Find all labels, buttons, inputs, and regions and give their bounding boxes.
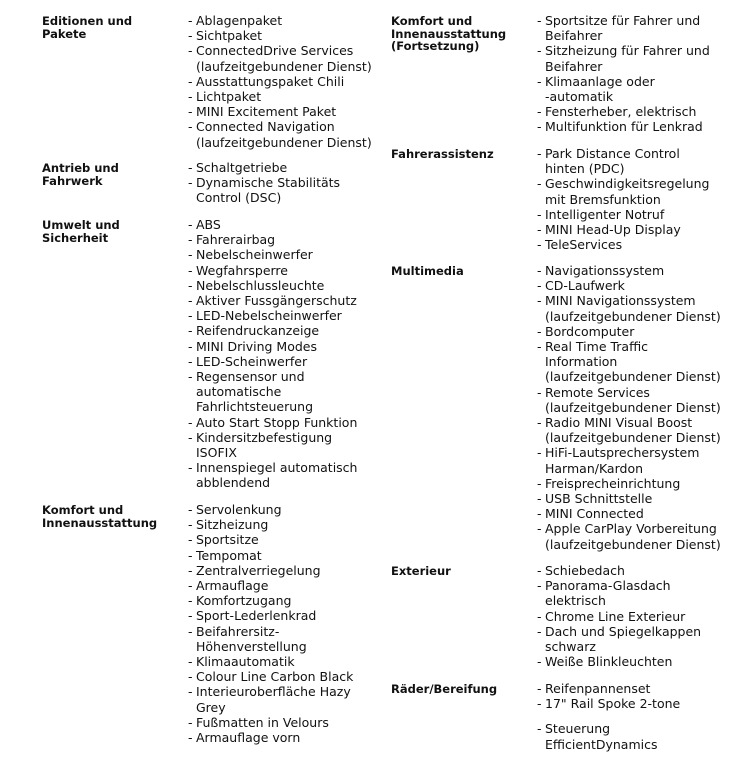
list-item bbox=[537, 445, 721, 475]
list-item bbox=[188, 232, 357, 247]
list-item-text: - 17" Rail Spoke 2-tone bbox=[545, 696, 681, 712]
list-item-text: - Dach und Spiegelkappen bbox=[545, 623, 702, 639]
list-item-text: Höhenverstellung bbox=[196, 638, 307, 654]
section-title-umwelt-und-left2: Umwelt und Sicherheit bbox=[42, 218, 120, 245]
list-item-text: - Beifahrersitz- bbox=[196, 623, 280, 639]
list-item bbox=[188, 684, 353, 714]
list-item-text: - Wegfahrsperre bbox=[196, 262, 288, 278]
list-item-text: -automatik bbox=[545, 89, 614, 105]
list-item bbox=[537, 491, 721, 506]
list-item bbox=[188, 308, 357, 323]
list-item-text: - Intelligenter Notruf bbox=[545, 206, 665, 222]
list-item-text: - ConnectedDrive Services bbox=[196, 43, 354, 59]
list-item-text: - Fahrerairbag bbox=[196, 232, 276, 248]
list-item bbox=[537, 506, 721, 521]
list-item-text: Grey bbox=[196, 699, 226, 715]
list-item-text: - Fußmatten in Velours bbox=[196, 714, 329, 730]
list-item bbox=[537, 476, 721, 491]
feature-list bbox=[188, 160, 340, 206]
list-item-text: - Interieuroberfläche Hazy bbox=[196, 684, 351, 700]
list-item-text: elektrisch bbox=[545, 593, 606, 609]
list-item-text: - Servolenkung bbox=[196, 502, 282, 517]
list-item-text: - MINI Excitement Paket bbox=[196, 104, 337, 120]
list-item bbox=[537, 119, 710, 134]
list-item-text: - Reifendruckanzeige bbox=[196, 323, 320, 339]
section-title-fahrerassistenz-right1: Fahrerassistenz bbox=[391, 147, 494, 161]
list-item bbox=[188, 730, 353, 745]
list-item-text: - Ablagenpaket bbox=[196, 13, 283, 28]
list-item bbox=[537, 146, 709, 176]
list-item-text: - Colour Line Carbon Black bbox=[196, 669, 354, 685]
list-item-text: (laufzeitgebundener Dienst) bbox=[545, 399, 721, 415]
list-item bbox=[188, 578, 353, 593]
list-item-text: - Sportsitze für Fahrer und bbox=[545, 13, 701, 28]
list-item-text: - Sitzheizung bbox=[196, 517, 269, 533]
list-item bbox=[537, 13, 710, 43]
list-item-text: - Chrome Line Exterieur bbox=[545, 608, 686, 624]
list-item bbox=[188, 593, 353, 608]
list-item bbox=[537, 207, 709, 222]
list-item-text: Beifahrer bbox=[545, 58, 603, 74]
feature-list bbox=[537, 146, 709, 252]
list-item-text: - Schiebedach bbox=[545, 563, 625, 578]
list-item bbox=[537, 324, 721, 339]
list-item bbox=[537, 176, 709, 206]
list-item-text: - Klimaanlage oder bbox=[545, 73, 655, 89]
list-item-text: - Armauflage bbox=[196, 578, 269, 594]
list-item bbox=[188, 293, 357, 308]
list-item-text: - Reifenpannenset bbox=[545, 681, 651, 696]
list-item-text: schwarz bbox=[545, 639, 596, 655]
section-title-räder-bereifung-right4: Räder/Bereifung bbox=[391, 682, 498, 696]
section-title-antrieb-und-left1: Antrieb und Fahrwerk bbox=[42, 161, 119, 188]
list-item-text: - Park Distance Control bbox=[545, 146, 680, 161]
list-item-text: - CD-Laufwerk bbox=[545, 278, 625, 294]
list-item-text: - Fensterheber, elektrisch bbox=[545, 104, 697, 120]
section-title-komfort-und-left3: Komfort und Innenausstattung bbox=[42, 503, 158, 530]
list-item bbox=[188, 339, 357, 354]
list-item-text: EfficientDynamics bbox=[545, 736, 658, 752]
list-item bbox=[188, 323, 357, 338]
list-item bbox=[537, 293, 721, 323]
list-item-text: - Sichtpaket bbox=[196, 28, 263, 44]
list-item-text: - Lichtpaket bbox=[196, 89, 262, 105]
feature-list bbox=[188, 13, 372, 150]
list-item-text: - Panorama-Glasdach bbox=[545, 578, 671, 594]
list-item bbox=[188, 669, 353, 684]
list-item-text: - Regensensor und bbox=[196, 369, 305, 385]
list-item bbox=[537, 278, 721, 293]
list-item-text: - Multifunktion für Lenkrad bbox=[545, 119, 703, 135]
list-item-text: - MINI Driving Modes bbox=[196, 338, 317, 354]
list-item-text: (laufzeitgebundener Dienst) bbox=[545, 430, 721, 446]
list-item-text: - MINI Navigationssystem bbox=[545, 293, 696, 309]
list-item-text: Information bbox=[545, 354, 618, 370]
list-item-text: ISOFIX bbox=[196, 445, 237, 461]
list-item-text: (laufzeitgebundener Dienst) bbox=[545, 369, 721, 385]
list-item-text: - Armauflage vorn bbox=[196, 730, 301, 746]
list-item bbox=[537, 563, 701, 578]
list-item bbox=[188, 119, 372, 149]
list-item bbox=[537, 74, 710, 104]
list-item-text: - Nebelscheinwerfer bbox=[196, 247, 313, 263]
list-item-text: Beifahrer bbox=[545, 28, 603, 44]
feature-list bbox=[537, 563, 701, 669]
list-item-text: abblendend bbox=[196, 475, 271, 491]
list-item bbox=[188, 532, 353, 547]
list-item-text: - Remote Services bbox=[545, 384, 650, 400]
feature-list bbox=[537, 681, 680, 752]
list-item bbox=[188, 548, 353, 563]
list-item bbox=[188, 263, 357, 278]
section-title-multimedia-right2: Multimedia bbox=[391, 264, 464, 278]
section-title-exterieur-right3: Exterieur bbox=[391, 564, 451, 578]
list-item bbox=[537, 385, 721, 415]
list-item-text: - LED-Scheinwerfer bbox=[196, 353, 308, 369]
list-item bbox=[537, 104, 710, 119]
list-item-text: - Freisprecheinrichtung bbox=[545, 475, 681, 491]
list-item bbox=[188, 608, 353, 623]
list-item-text: - Klimaautomatik bbox=[196, 654, 295, 670]
list-item bbox=[537, 415, 721, 445]
list-item bbox=[188, 369, 357, 415]
list-item bbox=[188, 502, 353, 517]
list-item-text: Harman/Kardon bbox=[545, 460, 644, 476]
list-item bbox=[537, 237, 709, 252]
list-item-text: (laufzeitgebundener Dienst) bbox=[196, 134, 372, 150]
list-item bbox=[537, 521, 721, 551]
feature-list bbox=[537, 263, 721, 552]
list-item bbox=[537, 339, 721, 385]
section-title-komfort-und-right0: Komfort und Innenausstattung (Fortsetzung) bbox=[391, 14, 507, 53]
list-item-text: - Auto Start Stopp Funktion bbox=[196, 414, 358, 430]
list-item-text: - Dynamische Stabilitäts bbox=[196, 175, 341, 191]
list-item-text: - Radio MINI Visual Boost bbox=[545, 415, 693, 431]
list-item bbox=[188, 563, 353, 578]
list-item-text: - ABS bbox=[196, 217, 221, 232]
list-item bbox=[188, 430, 357, 460]
list-item-text: - Zentralverriegelung bbox=[196, 562, 321, 578]
list-item bbox=[188, 460, 357, 490]
list-item bbox=[188, 517, 353, 532]
list-item bbox=[537, 681, 680, 696]
list-item-text: automatische bbox=[196, 384, 282, 400]
list-item-text: (laufzeitgebundener Dienst) bbox=[196, 58, 372, 74]
list-item-text: - Aktiver Fussgängerschutz bbox=[196, 293, 357, 309]
list-item-text: - Nebelschlussleuchte bbox=[196, 277, 325, 293]
list-item bbox=[537, 654, 701, 669]
list-item bbox=[188, 74, 372, 89]
list-item bbox=[537, 609, 701, 624]
list-item-text: - MINI Head-Up Display bbox=[545, 222, 681, 238]
list-item-text: hinten (PDC) bbox=[545, 161, 625, 177]
list-item-text: - Schaltgetriebe bbox=[196, 160, 288, 175]
list-item-text: - Kindersitzbefestigung bbox=[196, 429, 333, 445]
list-item bbox=[537, 721, 680, 751]
section-title-editionen-und-left0: Editionen und Pakete bbox=[42, 14, 133, 41]
list-item-text: Fahrlichtsteuerung bbox=[196, 399, 314, 415]
list-item bbox=[537, 624, 701, 654]
list-item bbox=[188, 715, 353, 730]
list-item bbox=[188, 104, 372, 119]
list-item bbox=[537, 696, 680, 711]
list-item-text: - Sport-Lederlenkrad bbox=[196, 608, 317, 624]
list-item-text: - Sportsitze bbox=[196, 532, 259, 548]
list-item-text: - Sitzheizung für Fahrer und bbox=[545, 43, 710, 59]
list-item bbox=[188, 217, 357, 232]
list-item bbox=[188, 43, 372, 73]
list-item bbox=[188, 89, 372, 104]
list-item-text: - Ausstattungspaket Chili bbox=[196, 73, 345, 89]
list-item bbox=[188, 160, 340, 175]
list-item bbox=[188, 624, 353, 654]
list-item-text: mit Bremsfunktion bbox=[545, 191, 661, 207]
list-item bbox=[188, 278, 357, 293]
feature-list bbox=[188, 502, 353, 745]
list-item bbox=[537, 578, 701, 608]
list-item-text: - TeleServices bbox=[545, 237, 623, 253]
list-item bbox=[188, 354, 357, 369]
list-item-text: (laufzeitgebundener Dienst) bbox=[545, 536, 721, 552]
list-item-text: - Tempomat bbox=[196, 547, 262, 563]
list-item bbox=[537, 43, 710, 73]
list-item-text: - Bordcomputer bbox=[545, 323, 635, 339]
list-item-text: - Navigationssystem bbox=[545, 263, 665, 278]
list-item bbox=[188, 175, 340, 205]
list-item-text: Control (DSC) bbox=[196, 190, 282, 206]
list-item bbox=[537, 222, 709, 237]
list-item bbox=[188, 654, 353, 669]
list-item bbox=[188, 247, 357, 262]
list-item-text: - Connected Navigation bbox=[196, 119, 335, 135]
list-item-text: (laufzeitgebundener Dienst) bbox=[545, 308, 721, 324]
list-item-text: - Steuerung bbox=[545, 721, 611, 737]
list-spacer bbox=[537, 711, 680, 721]
list-item-text: - Komfortzugang bbox=[196, 593, 292, 609]
list-item-text: - HiFi-Lautsprechersystem bbox=[545, 445, 700, 461]
list-item-text: - Geschwindigkeitsregelung bbox=[545, 176, 710, 192]
list-item-text: - Apple CarPlay Vorbereitung bbox=[545, 521, 717, 537]
list-item-text: - Innenspiegel automatisch bbox=[196, 460, 358, 476]
list-item bbox=[188, 28, 372, 43]
list-item-text: - Real Time Traffic bbox=[545, 339, 649, 355]
list-item bbox=[188, 415, 357, 430]
list-item-text: - LED-Nebelscheinwerfer bbox=[196, 308, 342, 324]
list-item-text: - USB Schnittstelle bbox=[545, 491, 653, 507]
list-item bbox=[188, 13, 372, 28]
list-item-text: - Weiße Blinkleuchten bbox=[545, 654, 673, 670]
list-item bbox=[537, 263, 721, 278]
feature-list bbox=[188, 217, 357, 491]
list-item-text: - MINI Connected bbox=[545, 506, 644, 522]
feature-list bbox=[537, 13, 710, 135]
